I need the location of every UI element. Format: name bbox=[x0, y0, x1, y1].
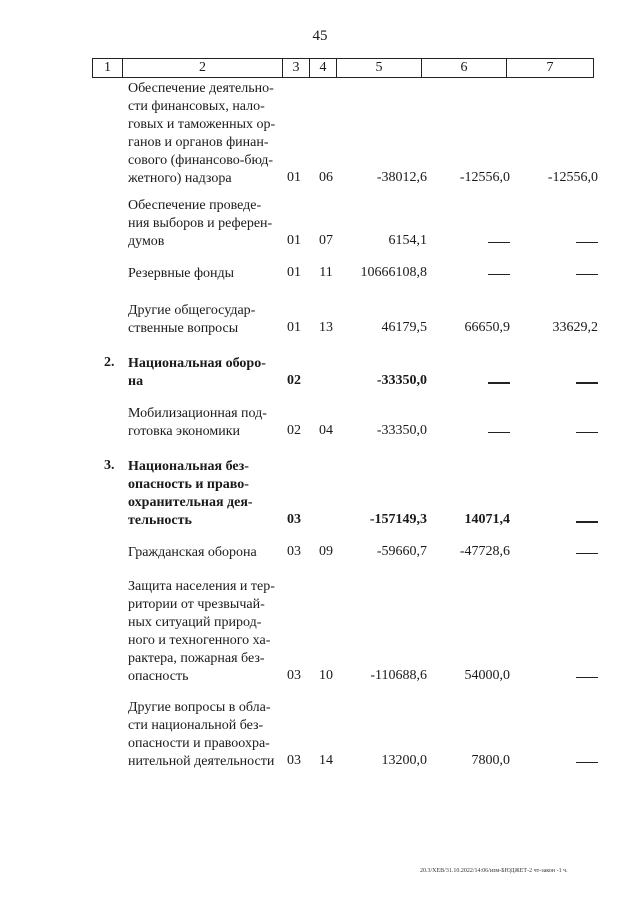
cell-col7 bbox=[576, 274, 598, 275]
row-title-line: охранительная дея- bbox=[128, 495, 253, 510]
cell-col3: 01 bbox=[287, 320, 301, 335]
row-title-line: сти национальной без- bbox=[128, 718, 264, 733]
cell-col4: 09 bbox=[319, 544, 333, 559]
cell-col3: 01 bbox=[287, 170, 301, 185]
row-title-line: ния выборов и референ- bbox=[128, 216, 273, 231]
cell-col6 bbox=[488, 382, 510, 384]
row-title bbox=[128, 355, 284, 391]
header-cell: 6 bbox=[422, 59, 507, 78]
header-cell: 5 bbox=[337, 59, 422, 78]
header-cell: 3 bbox=[283, 59, 310, 78]
row-title-line: ственные вопросы bbox=[128, 321, 239, 336]
cell-col4: 06 bbox=[319, 170, 333, 185]
cell-col6: -47728,6 bbox=[459, 544, 510, 559]
cell-col3: 02 bbox=[287, 373, 301, 388]
column-number-header bbox=[92, 58, 594, 78]
cell-col4: 07 bbox=[319, 233, 333, 248]
empty-dash bbox=[576, 677, 598, 678]
cell-col6: -12556,0 bbox=[459, 170, 510, 185]
row-title bbox=[128, 197, 284, 251]
empty-dash bbox=[488, 432, 510, 433]
row-title-line: Обеспечение деятельно- bbox=[128, 81, 274, 96]
cell-col7 bbox=[576, 382, 598, 384]
row-title bbox=[128, 578, 284, 686]
empty-dash bbox=[576, 521, 598, 523]
cell-col6 bbox=[488, 274, 510, 275]
cell-col6 bbox=[488, 432, 510, 433]
cell-col3: 03 bbox=[287, 544, 301, 559]
cell-col3: 01 bbox=[287, 265, 301, 280]
row-title-line: на bbox=[128, 374, 144, 389]
cell-col3: 02 bbox=[287, 423, 301, 438]
row-title-line: ных ситуаций природ- bbox=[128, 615, 262, 630]
cell-col5: -38012,6 bbox=[376, 170, 427, 185]
header-cell: 1 bbox=[93, 59, 123, 78]
row-title bbox=[128, 80, 284, 188]
page-number: 45 bbox=[312, 28, 328, 44]
cell-col7 bbox=[576, 553, 598, 554]
row-title-line: Резервные фонды bbox=[128, 266, 235, 281]
row-title-line: Мобилизационная под- bbox=[128, 406, 267, 421]
row-title-line: Защита населения и тер- bbox=[128, 579, 275, 594]
empty-dash bbox=[488, 274, 510, 275]
cell-col4: 11 bbox=[319, 265, 333, 280]
cell-col4: 14 bbox=[319, 753, 333, 768]
section-number: 3. bbox=[104, 458, 115, 473]
cell-col4: 10 bbox=[319, 668, 333, 683]
row-title-line: говых и таможенных ор- bbox=[128, 117, 276, 132]
row-title-line: Другие вопросы в обла- bbox=[128, 700, 271, 715]
empty-dash bbox=[576, 382, 598, 384]
cell-col5: 6154,1 bbox=[388, 233, 427, 248]
cell-col3: 01 bbox=[287, 233, 301, 248]
cell-col5: 13200,0 bbox=[381, 753, 427, 768]
row-title-line: опасности и правоохра- bbox=[128, 736, 270, 751]
row-title-line: ного и техногенного ха- bbox=[128, 633, 271, 648]
row-title-line: ганов и органов финан- bbox=[128, 135, 269, 150]
cell-col7 bbox=[576, 677, 598, 678]
cell-col6: 54000,0 bbox=[464, 668, 510, 683]
empty-dash bbox=[576, 274, 598, 275]
row-title-line: Другие общегосудар- bbox=[128, 303, 256, 318]
row-title-line: Гражданская оборона bbox=[128, 545, 257, 560]
empty-dash bbox=[576, 432, 598, 433]
row-title-line: опасность bbox=[128, 669, 189, 684]
cell-col4: 13 bbox=[319, 320, 333, 335]
row-title-line: Национальная без- bbox=[128, 459, 249, 474]
header-cell: 7 bbox=[507, 59, 594, 78]
empty-dash bbox=[488, 242, 510, 243]
cell-col5: -110688,6 bbox=[370, 668, 427, 683]
cell-col5: 46179,5 bbox=[381, 320, 427, 335]
row-title bbox=[128, 544, 284, 562]
cell-col6: 7800,0 bbox=[471, 753, 510, 768]
cell-col3: 03 bbox=[287, 753, 301, 768]
cell-col5: -33350,0 bbox=[376, 423, 427, 438]
row-title-line: ритории от чрезвычай- bbox=[128, 597, 265, 612]
empty-dash bbox=[576, 242, 598, 243]
cell-col5: 10666108,8 bbox=[360, 265, 427, 280]
cell-col7 bbox=[576, 242, 598, 243]
cell-col5: -59660,7 bbox=[376, 544, 427, 559]
header-cell: 2 bbox=[123, 59, 283, 78]
cell-col6 bbox=[488, 242, 510, 243]
row-title bbox=[128, 265, 284, 283]
row-title-line: нительной деятельности bbox=[128, 754, 275, 769]
row-title-line: рактера, пожарная без- bbox=[128, 651, 265, 666]
row-title-line: думов bbox=[128, 234, 165, 249]
cell-col4: 04 bbox=[319, 423, 333, 438]
row-title-line: сти финансовых, нало- bbox=[128, 99, 265, 114]
row-title bbox=[128, 405, 284, 441]
empty-dash bbox=[576, 553, 598, 554]
row-title-line: сового (финансово-бюд- bbox=[128, 153, 274, 168]
row-title bbox=[128, 302, 284, 338]
cell-col7 bbox=[576, 762, 598, 763]
cell-col7 bbox=[576, 432, 598, 433]
row-title bbox=[128, 458, 284, 530]
cell-col7: 33629,2 bbox=[552, 320, 598, 335]
row-title-line: готовка экономики bbox=[128, 424, 241, 439]
header-cell: 4 bbox=[310, 59, 337, 78]
empty-dash bbox=[488, 382, 510, 384]
cell-col6: 14071,4 bbox=[464, 512, 510, 527]
row-title-line: жетного) надзора bbox=[128, 171, 232, 186]
row-title-line: Национальная оборо- bbox=[128, 356, 266, 371]
empty-dash bbox=[576, 762, 598, 763]
cell-col5: -157149,3 bbox=[369, 512, 427, 527]
cell-col6: 66650,9 bbox=[464, 320, 510, 335]
row-title-line: Обеспечение проведе- bbox=[128, 198, 262, 213]
row-title-line: тельность bbox=[128, 513, 192, 528]
cell-col7: -12556,0 bbox=[547, 170, 598, 185]
section-number: 2. bbox=[104, 355, 115, 370]
cell-col3: 03 bbox=[287, 512, 301, 527]
footer-stamp: 20.3/ХЕВ/31.10.2022/14:06/изм-БЮДЖЕТ-2 чт-закон -1 ч. bbox=[420, 868, 568, 874]
cell-col5: -33350,0 bbox=[376, 373, 427, 388]
row-title bbox=[128, 699, 284, 771]
cell-col7 bbox=[576, 521, 598, 523]
row-title-line: опасность и право- bbox=[128, 477, 249, 492]
cell-col3: 03 bbox=[287, 668, 301, 683]
